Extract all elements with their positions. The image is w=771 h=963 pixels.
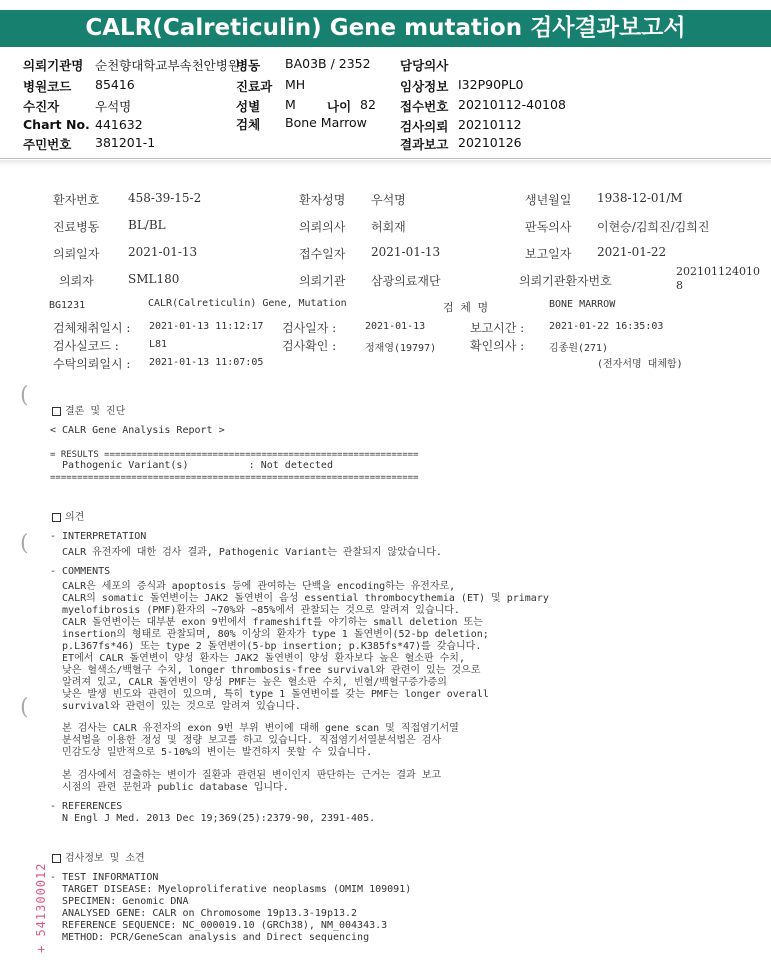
specimen-name-value: BONE MARROW: [549, 299, 616, 310]
confirm-value: 정재영(19797): [365, 343, 437, 354]
interpretation-heading: - INTERPRETATION: [50, 531, 147, 542]
requester-value: SML180: [128, 272, 180, 286]
age-value: 82: [360, 97, 376, 112]
collect-value: 2021-01-13 11:12:17: [149, 321, 264, 332]
comment-line: 시점의 관련 문헌과 public database 입니다.: [50, 782, 289, 793]
report-date-label: 보고일자: [525, 247, 572, 261]
birth-label: 생년월일: [525, 193, 572, 207]
test-info-line: - TEST INFORMATION: [50, 872, 159, 883]
org-patient-no-value: 202101124010: [676, 265, 760, 278]
patient-label: 수진자: [23, 99, 60, 114]
section-opinion-title: 의견: [65, 512, 85, 523]
report-title-banner: CALR(Calreticulin) Gene mutation 검사결과보고서: [0, 10, 771, 47]
report-date-value: 2021-01-22: [597, 245, 667, 259]
results-line: = RESULTS ==========================================================: [50, 450, 419, 460]
test-info-line: REFERENCE SEQUENCE: NC_000019.10 (GRCh38), NM_004343.3: [50, 920, 388, 931]
references-text: N Engl J Med. 2013 Dec 19;369(25):2379-90, 2391-405.: [50, 813, 376, 824]
sex-label: 성별: [236, 99, 261, 114]
clinical-value: I32P90PL0: [458, 77, 524, 92]
page-edge-shadow: [0, 160, 771, 166]
patient-name-value: 우석명: [371, 193, 406, 207]
comment-line: 민감도상 일반적으로 5-10%의 변이는 발견하지 못할 수 있습니다.: [50, 747, 373, 758]
chart-value: 441632: [95, 117, 143, 132]
interpretation-text: CALR 유전자에 대한 검사 결과, Pathogenic Variant는 관찰되지 않았습니다.: [50, 547, 442, 558]
age-label: 나이: [327, 99, 352, 114]
req-org-label: 의뢰기관: [299, 274, 346, 288]
reporttime-label: 보고시간 :: [470, 321, 525, 335]
id-value: 381201-1: [95, 135, 156, 150]
test-info-line: METHOD: PCR/GeneScan analysis and Direct sequencing: [50, 932, 370, 943]
comment-line: 낮은 발생 빈도와 관련이 있으며, 특히 type 1 돌연변이를 갖는 PMF는 longer overall: [50, 689, 489, 700]
result-value: 20210126: [458, 135, 522, 150]
references-heading: - REFERENCES: [50, 801, 123, 812]
testdate-label: 검사일자 :: [282, 321, 337, 335]
section-conclusion-title: 결론 및 진단: [65, 406, 126, 417]
birth-value: 1938-12-01/M: [597, 191, 683, 205]
receipt-value: 20210112-40108: [458, 97, 566, 112]
dept-label: 진료과: [236, 79, 273, 94]
doc-value: 김종원(271): [549, 343, 609, 354]
specimen-value: Bone Marrow: [285, 115, 367, 130]
test-info-line: SPECIMEN: Genomic DNA: [50, 896, 189, 907]
comment-line: 알려져 있고, CALR 돌연변이 양성 PMF는 높은 혈소판 수치, 빈혈/백혈구증가증의: [50, 677, 447, 688]
org-patient-no-value-cont: 8: [676, 279, 683, 292]
req-date-value: 2021-01-13: [128, 245, 198, 259]
side-number-stamp: [34, 838, 48, 953]
result-label: 결과보고: [400, 137, 449, 152]
binder-mark: (: [20, 531, 29, 556]
room-label: 검사실코드 :: [53, 339, 119, 353]
receive-label: 수탁의뢰일시 :: [53, 357, 131, 371]
requester-label: 의뢰자: [59, 274, 94, 288]
comment-line: myelofibrosis (PMF)환자의 ~70%와 ~85%에서 관찰되는 것으로 알려져 있습니다.: [50, 605, 460, 616]
org-patient-no-label: 의뢰기관환자번호: [519, 274, 612, 288]
receive-value: 2021-01-13 11:07:05: [149, 357, 264, 368]
pathogenic-result: Pathogenic Variant(s) : Not detected: [50, 460, 333, 471]
id-label: 주민번호: [23, 137, 72, 152]
square-bullet-icon: [52, 854, 61, 863]
hospital-code-label: 병원코드: [23, 79, 72, 94]
confirm-label: 검사확인 :: [282, 339, 337, 353]
patient-no-value: 458-39-15-2: [128, 191, 202, 205]
specimen-name-label: 검 체 명: [443, 301, 489, 314]
doctor-label: 담당의사: [400, 58, 449, 73]
recv-date-value: 2021-01-13: [371, 245, 441, 259]
comment-line: ET에서 CALR 돌연변이 양성 환자는 JAK2 돌연변이 양성 환자보다 높은 혈소판 수치,: [50, 653, 465, 664]
req-org-value: 삼광의료재단: [371, 274, 441, 288]
side-number-text: + 541300012: [34, 862, 48, 953]
patient-value: 우석명: [95, 99, 132, 114]
section-testinfo-heading: [52, 849, 145, 864]
comment-line: survival와 관련이 있는 것으로 알려져 있습니다.: [50, 701, 301, 712]
comment-line: p.L367fs*46) 또는 type 2 돌연변이(5-bp insertion; p.K385fs*47)를 갖습니다.: [50, 641, 482, 652]
comment-line: 낮은 혈색소/백혈구 수치, longer thrombosis-free survival와 관련이 있는 것으로: [50, 665, 481, 676]
request-value: 20210112: [458, 117, 522, 132]
ward-r-label: 진료병동: [53, 220, 100, 234]
testdate-value: 2021-01-13: [365, 321, 426, 332]
reporttime-value: 2021-01-22 16:35:03: [549, 321, 664, 332]
patient-name-label: 환자성명: [299, 193, 346, 207]
room-value: L81: [149, 339, 168, 350]
comment-line: CALR 돌연변이는 대부분 exon 9번에서 frameshift를 야기하는 small deletion 또는: [50, 617, 483, 628]
calr-report-title: < CALR Gene Analysis Report >: [50, 425, 225, 436]
req-doctor-label: 의뢰의사: [299, 220, 346, 234]
results-end-line: ====================================================================: [50, 473, 419, 483]
test-info-line: TARGET DISEASE: Myeloproliferative neoplasms (OMIM 109091): [50, 884, 412, 895]
header-divider: [0, 158, 771, 159]
esign-note: (전자서명 대체함): [597, 359, 683, 370]
square-bullet-icon: [52, 513, 61, 522]
comment-line: 본 검사는 CALR 유전자의 exon 9번 부위 변이에 대해 gene scan 및 직접염기서열: [50, 723, 459, 734]
test-code: BG1231: [49, 300, 86, 311]
section-conclusion-heading: [52, 402, 125, 417]
sex-value: M: [285, 97, 296, 112]
specimen-label: 검체: [236, 117, 261, 132]
section-opinion-heading: [52, 508, 84, 523]
comment-line: 분석법을 이용한 정성 및 정량 보고를 하고 있습니다. 직접염기서열분석법은 검사: [50, 735, 442, 746]
ward-label: 병동: [236, 58, 261, 73]
comment-line: CALR의 somatic 돌연변이는 JAK2 돌연변이 음성 essential thrombocythemia (ET) 및 primary: [50, 593, 549, 604]
binder-mark: (: [20, 383, 29, 408]
reading-doctor-value: 이현승/김희진/김희진: [597, 220, 710, 234]
ward-value: BA03B / 2352: [285, 56, 371, 71]
reading-doctor-label: 판독의사: [525, 220, 572, 234]
patient-no-label: 환자번호: [53, 193, 100, 207]
req-doctor-value: 허회재: [371, 220, 406, 234]
comment-line: CALR은 세포의 증식과 apoptosis 등에 관여하는 단백을 encoding하는 유전자로,: [50, 581, 456, 592]
collect-label: 검체채취일시 :: [53, 321, 131, 335]
clinical-label: 임상정보: [400, 79, 449, 94]
comment-line: 본 검사에서 검출하는 변이가 질환과 관련된 변이인지 판단하는 근거는 결과 보고: [50, 770, 442, 781]
square-bullet-icon: [52, 407, 61, 416]
test-name: CALR(Calreticulin) Gene, Mutation: [148, 298, 347, 309]
comment-line: insertion의 형태로 관찰되며, 80% 이상의 환자가 type 1 돌연변이(52-bp deletion;: [50, 629, 489, 640]
dept-value: MH: [285, 77, 306, 92]
section-testinfo-title: 검사정보 및 소견: [65, 853, 145, 864]
request-label: 검사의뢰: [400, 119, 449, 134]
recv-date-label: 접수일자: [299, 247, 346, 261]
comments-heading: - COMMENTS: [50, 566, 111, 577]
chart-label: Chart No.: [23, 117, 90, 132]
req-date-label: 의뢰일자: [53, 247, 100, 261]
test-info-line: ANALYSED GENE: CALR on Chromosome 19p13.3-19p13.2: [50, 908, 358, 919]
institution-label: 의뢰기관명: [23, 58, 84, 73]
doc-label: 확인의사 :: [470, 339, 525, 353]
hospital-code-value: 85416: [95, 77, 135, 92]
ward-r-value: BL/BL: [128, 218, 166, 232]
receipt-label: 접수번호: [400, 99, 449, 114]
institution-value: 순천향대학교부속천안병원: [95, 58, 240, 73]
binder-mark: (: [20, 695, 29, 720]
